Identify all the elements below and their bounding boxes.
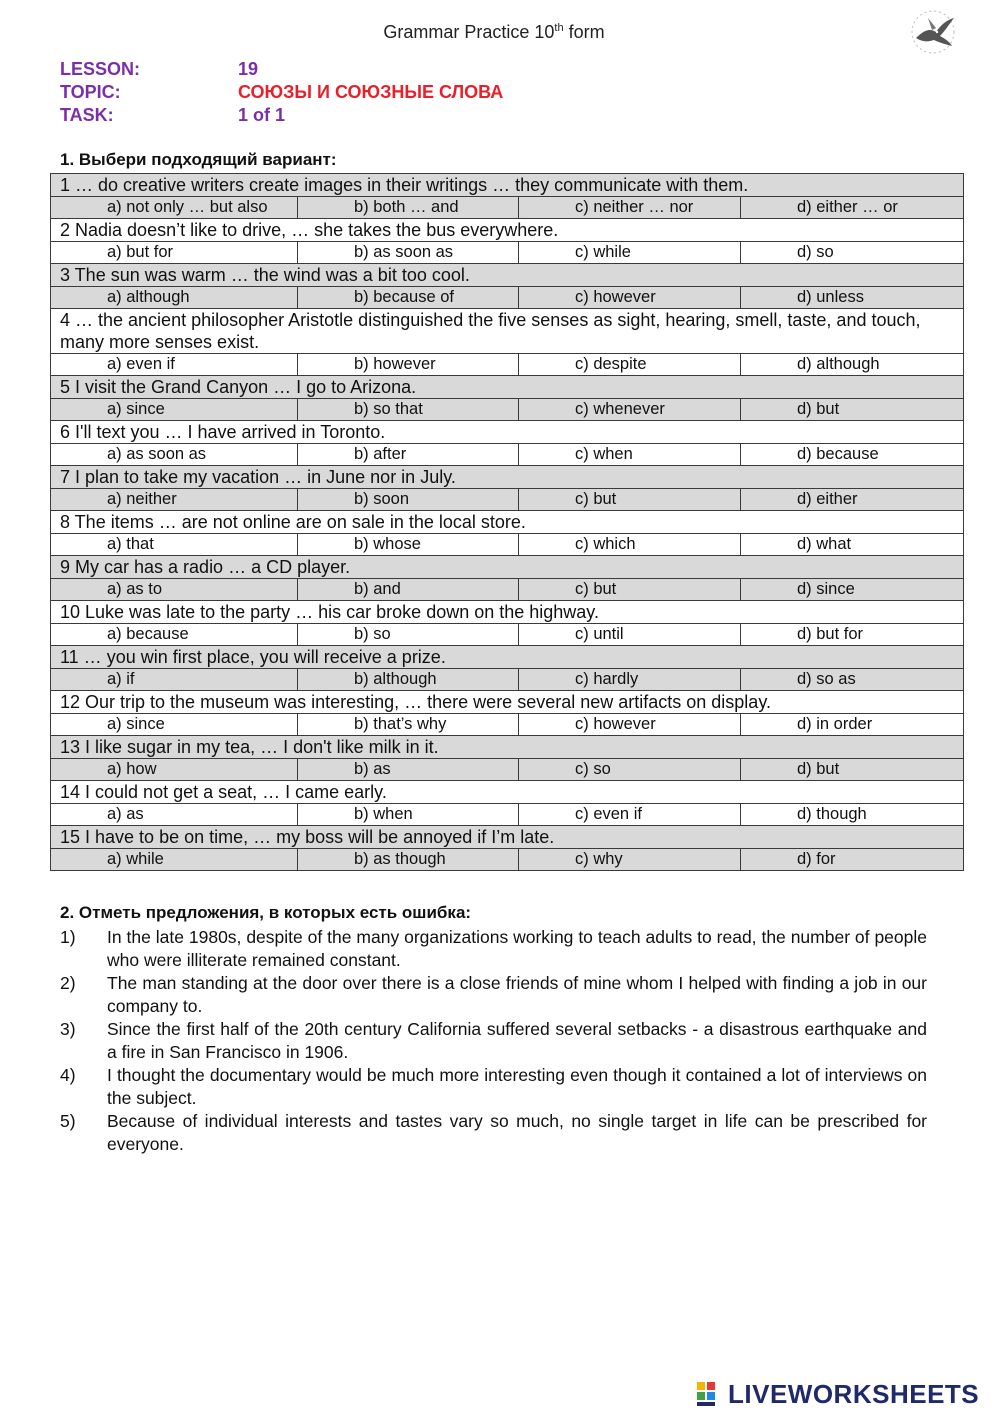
answer-option[interactable]: c) when — [519, 444, 741, 466]
error-sentence-text: In the late 1980s, despite of the many organizations working to teach adults to read, the number of people who were illiterate remained constant. — [107, 927, 927, 970]
answer-option[interactable]: a) even if — [51, 354, 298, 376]
answer-option[interactable]: b) when — [298, 804, 519, 826]
answer-option[interactable]: c) even if — [519, 804, 741, 826]
task-value: 1 of 1 — [238, 105, 286, 125]
answer-option[interactable]: a) as — [51, 804, 298, 826]
answer-option[interactable]: c) so — [519, 759, 741, 781]
answer-option[interactable]: b) so — [298, 624, 519, 646]
options-row — [51, 849, 964, 871]
answer-option[interactable]: d) so — [741, 242, 964, 264]
error-sentence-item[interactable] — [60, 1064, 927, 1110]
answer-option[interactable]: d) but — [741, 399, 964, 421]
answer-option[interactable]: a) although — [51, 287, 298, 309]
answer-option[interactable]: a) while — [51, 849, 298, 871]
lesson-meta — [60, 58, 503, 127]
liveworksheets-mark-icon — [696, 1380, 726, 1408]
question-text: 9 My car has a radio … a CD player. — [51, 556, 964, 579]
options-row — [51, 399, 964, 421]
answer-option[interactable]: c) neither … nor — [519, 197, 741, 219]
options-row — [51, 287, 964, 309]
options-row — [51, 354, 964, 376]
question-row — [51, 219, 964, 242]
error-sentence-item[interactable] — [60, 972, 927, 1018]
answer-option[interactable]: d) since — [741, 579, 964, 601]
question-text: 5 I visit the Grand Canyon … I go to Arizona. — [51, 376, 964, 399]
topic-value: СОЮЗЫ И СОЮЗНЫЕ СЛОВА — [238, 82, 504, 102]
options-row — [51, 242, 964, 264]
answer-option[interactable]: c) why — [519, 849, 741, 871]
options-row — [51, 197, 964, 219]
answer-option[interactable]: d) but for — [741, 624, 964, 646]
question-row — [51, 736, 964, 759]
answer-option[interactable]: d) but — [741, 759, 964, 781]
error-sentence-number: 3) — [60, 1019, 76, 1039]
error-sentence-list — [60, 926, 927, 1156]
question-text: 3 The sun was warm … the wind was a bit too cool. — [51, 264, 964, 287]
error-sentence-text: I thought the documentary would be much more interesting even though it contained a lot of interviews on the subject. — [107, 1065, 927, 1108]
answer-option[interactable]: d) either — [741, 489, 964, 511]
error-sentence-text: The man standing at the door over there is a close friends of mine whom I helped with finding a job in our company to. — [107, 973, 927, 1016]
error-sentence-number: 4) — [60, 1065, 76, 1085]
question-row — [51, 264, 964, 287]
answer-option[interactable]: b) as soon as — [298, 242, 519, 264]
question-text: 1 … do creative writers create images in their writings … they communicate with them. — [51, 174, 964, 197]
header-title-main: Grammar Practice 10 — [383, 22, 555, 42]
options-row — [51, 804, 964, 826]
answer-option[interactable]: c) however — [519, 287, 741, 309]
section1-heading: 1. Выбери подходящий вариант: — [60, 150, 337, 169]
answer-option[interactable]: a) if — [51, 669, 298, 691]
question-row — [51, 601, 964, 624]
error-sentence-item[interactable] — [60, 1110, 927, 1156]
answer-option[interactable]: b) and — [298, 579, 519, 601]
answer-option[interactable]: b) so that — [298, 399, 519, 421]
question-row — [51, 511, 964, 534]
answer-option[interactable]: a) since — [51, 714, 298, 736]
answer-option[interactable]: c) while — [519, 242, 741, 264]
answer-option[interactable]: b) however — [298, 354, 519, 376]
answer-option[interactable]: a) since — [51, 399, 298, 421]
answer-option[interactable]: d) either … or — [741, 197, 964, 219]
answer-option[interactable]: a) not only … but also — [51, 197, 298, 219]
answer-option[interactable]: c) which — [519, 534, 741, 556]
options-row — [51, 714, 964, 736]
topic-row — [60, 81, 503, 104]
question-text: 10 Luke was late to the party … his car broke down on the highway. — [51, 601, 964, 624]
answer-option[interactable]: b) as — [298, 759, 519, 781]
answer-option[interactable]: b) because of — [298, 287, 519, 309]
lesson-row — [60, 58, 503, 81]
options-row — [51, 669, 964, 691]
question-text: 11 … you win first place, you will receive a prize. — [51, 646, 964, 669]
question-text: 8 The items … are not online are on sale in the local store. — [51, 511, 964, 534]
lesson-label: LESSON: — [60, 59, 141, 79]
question-row — [51, 781, 964, 804]
task-row — [60, 104, 503, 127]
liveworksheets-brand-text: LIVEWORKSHEETS — [728, 1378, 980, 1409]
answer-option[interactable]: d) what — [741, 534, 964, 556]
topic-label: TOPIC: — [60, 82, 121, 102]
question-text: 2 Nadia doesn’t like to drive, … she takes the bus everywhere. — [51, 219, 964, 242]
question-row — [51, 826, 964, 849]
answer-option[interactable]: d) because — [741, 444, 964, 466]
question-row — [51, 309, 964, 354]
answer-option[interactable]: c) however — [519, 714, 741, 736]
answer-option[interactable]: b) both … and — [298, 197, 519, 219]
options-row — [51, 444, 964, 466]
answer-option[interactable]: b) that’s why — [298, 714, 519, 736]
answer-option[interactable]: b) although — [298, 669, 519, 691]
answer-option[interactable]: c) hardly — [519, 669, 741, 691]
answer-option[interactable]: a) because — [51, 624, 298, 646]
question-text: 13 I like sugar in my tea, … I don't like milk in it. — [51, 736, 964, 759]
question-text: 7 I plan to take my vacation … in June nor in July. — [51, 466, 964, 489]
question-row — [51, 646, 964, 669]
question-row — [51, 421, 964, 444]
section2-heading: 2. Отметь предложения, в которых есть ошибка: — [60, 903, 472, 922]
error-sentence-number: 2) — [60, 973, 76, 993]
options-row — [51, 759, 964, 781]
question-text: 15 I have to be on time, … my boss will be annoyed if I’m late. — [51, 826, 964, 849]
answer-option[interactable]: a) neither — [51, 489, 298, 511]
error-sentence-text: Because of individual interests and tastes vary so much, no single target in life can be prescribed for everyone. — [107, 1111, 927, 1154]
question-text: 14 I could not get a seat, … I came early. — [51, 781, 964, 804]
answer-option[interactable]: d) though — [741, 804, 964, 826]
header-title-tail: form — [563, 22, 605, 42]
answer-option[interactable]: b) whose — [298, 534, 519, 556]
answer-option[interactable]: c) but — [519, 489, 741, 511]
error-sentence-item[interactable] — [60, 926, 927, 972]
error-sentence-number: 5) — [60, 1111, 76, 1131]
error-sentence-text: Since the first half of the 20th century California suffered several setbacks - a disastrous earthquake and a fire in San Francisco in 1906. — [107, 1019, 927, 1062]
question-row — [51, 466, 964, 489]
question-row — [51, 556, 964, 579]
answer-option[interactable]: a) as to — [51, 579, 298, 601]
answer-option[interactable]: a) how — [51, 759, 298, 781]
answer-option[interactable]: a) that — [51, 534, 298, 556]
answer-option[interactable]: d) in order — [741, 714, 964, 736]
options-row — [51, 534, 964, 556]
answer-option[interactable]: d) so as — [741, 669, 964, 691]
question-row — [51, 376, 964, 399]
answer-option[interactable]: a) as soon as — [51, 444, 298, 466]
answer-option[interactable]: d) for — [741, 849, 964, 871]
answer-option[interactable]: b) as though — [298, 849, 519, 871]
question-row — [51, 174, 964, 197]
question-row — [51, 691, 964, 714]
question-text: 12 Our trip to the museum was interesting, … there were several new artifacts on display. — [51, 691, 964, 714]
error-sentence-number: 1) — [60, 927, 76, 947]
lesson-value: 19 — [238, 59, 259, 79]
header-title-sup: th — [554, 22, 564, 34]
answer-option[interactable]: b) after — [298, 444, 519, 466]
question-text: 6 I'll text you … I have arrived in Toronto. — [51, 421, 964, 444]
options-row — [51, 489, 964, 511]
question-text: 4 … the ancient philosopher Aristotle distinguished the five senses as sight, hearing, smell, taste, and touch, many more senses exist. — [51, 309, 964, 354]
page-header-title — [0, 22, 988, 43]
bird-logo-icon — [906, 8, 960, 56]
answer-option[interactable]: b) soon — [298, 489, 519, 511]
error-sentence-item[interactable] — [60, 1018, 927, 1064]
quiz-table — [50, 173, 964, 871]
answer-option[interactable]: c) whenever — [519, 399, 741, 421]
task-label: TASK: — [60, 105, 114, 125]
answer-option[interactable]: d) unless — [741, 287, 964, 309]
options-row — [51, 624, 964, 646]
liveworksheets-logo — [696, 1378, 979, 1410]
answer-option[interactable]: a) but for — [51, 242, 298, 264]
options-row — [51, 579, 964, 601]
answer-option[interactable]: c) despite — [519, 354, 741, 376]
answer-option[interactable]: d) although — [741, 354, 964, 376]
answer-option[interactable]: c) until — [519, 624, 741, 646]
answer-option[interactable]: c) but — [519, 579, 741, 601]
